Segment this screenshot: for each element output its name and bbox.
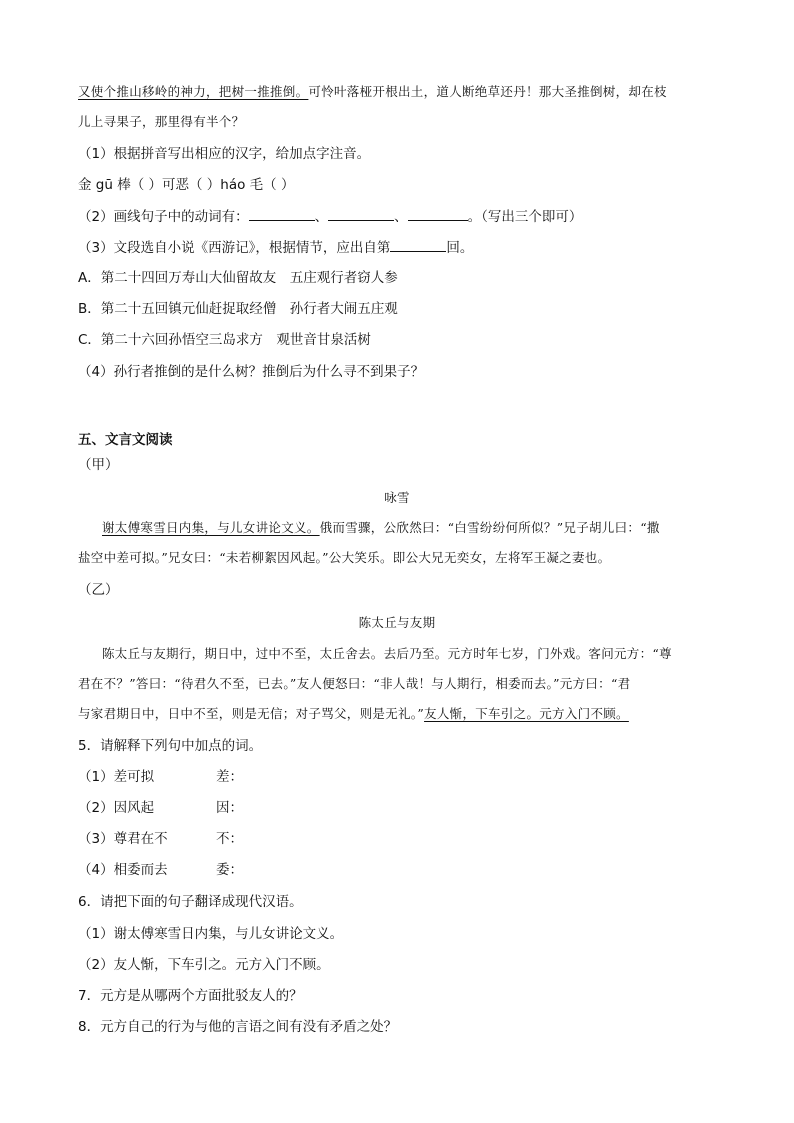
passage-label-yi: （乙） [78, 582, 119, 598]
q5-item [78, 829, 243, 849]
chentaiqiu-line2: 君在不？”答曰：“待君久不至，已去。”友人便怒曰：“非人哉！与人期行，相委而去。”元方曰：“君 [78, 676, 631, 691]
passage1-line2: 儿上寻果子，那里得有半个？ [78, 114, 245, 129]
section-heading: 五、文言文阅读 [78, 432, 173, 448]
q6-sentence-2: （2）友人惭，下车引之。元方入门不顾。 [78, 957, 330, 973]
answer-blank-chapter[interactable] [390, 237, 446, 252]
answer-blank-1[interactable] [249, 206, 315, 221]
q4-sub4: （4）孙行者推倒的是什么树？推倒后为什么寻不到果子？ [78, 364, 425, 380]
q5-item [78, 860, 243, 880]
chentaiqiu-underlined-sentence: 友人惭，下车引之。元方入门不顾。 [424, 706, 629, 721]
q5-item [78, 798, 243, 818]
q4-option-b: B．第二十五回镇元仙赶捉取经僧 孙行者大闹五庄观 [78, 301, 398, 317]
q5-item-word: 因： [216, 800, 243, 816]
yongxue-line1-text: 俄而雪骤，公欣然曰：“白雪纷纷何所似？”兄子胡儿曰：“撒 [319, 520, 660, 535]
yongxue-underlined-sentence: 谢太傅寒雪日内集，与儿女讲论文义。 [102, 520, 320, 535]
passage1-line1 [78, 82, 667, 102]
q4-sub3-suffix: 回。 [446, 240, 474, 256]
passage-title-yongxue: 咏雪 [384, 490, 410, 505]
chentaiqiu-line3-text: 与家君期日中，日中不至，则是无信；对子骂父，则是无礼。” [78, 706, 425, 721]
q5-item-word: 委： [216, 862, 243, 878]
q6-sentence-1: （1）谢太傅寒雪日内集，与儿女讲论文义。 [78, 926, 344, 942]
q4-sub2 [78, 206, 582, 227]
answer-blank-2[interactable] [328, 206, 394, 221]
q4-sub2-sep2: 、 [394, 209, 408, 225]
q5-item-word: 不： [216, 831, 243, 847]
q4-sub2-sep1: 、 [314, 209, 329, 225]
question-5: 5．请解释下列句中加点的词。 [78, 738, 263, 754]
q5-item-word: 差： [216, 769, 243, 785]
passage1-underlined-sentence: 又使个推山移岭的神力，把树一推推倒。 [78, 84, 309, 99]
q5-item-phrase: （3）尊君在不 [78, 831, 168, 847]
passage1-line1-text: 可怜叶落桠开根出土，道人断绝草还丹！那大圣推倒树，却在枝 [308, 84, 667, 99]
q4-sub1: （1）根据拼音写出相应的汉字，给加点字注音。 [78, 146, 371, 162]
q4-pinyin-line: 金 gū 棒（ ）可恶（ ）háo 毛（ ） [78, 177, 295, 193]
chentaiqiu-line3 [78, 704, 629, 724]
question-6: 6．请把下面的句子翻译成现代汉语。 [78, 894, 303, 910]
passage-title-chentaiqiu: 陈太丘与友期 [358, 615, 436, 630]
q5-item [78, 767, 243, 787]
yongxue-line1 [102, 518, 660, 538]
q4-sub3 [78, 237, 473, 258]
passage-label-jia: （甲） [78, 457, 119, 473]
answer-blank-3[interactable] [408, 206, 468, 221]
q4-sub2-prefix: （2）画线句子中的动词有： [78, 209, 249, 225]
q5-item-phrase: （2）因风起 [78, 800, 155, 816]
q4-sub2-suffix: 。（写出三个即可） [467, 209, 583, 225]
q4-sub3-prefix: （3）文段选自小说《西游记》，根据情节，应出自第 [78, 240, 391, 256]
q4-option-a: A．第二十四回万寿山大仙留故友 五庄观行者窃人参 [78, 270, 398, 286]
q4-option-c: C．第二十六回孙悟空三岛求方 观世音甘泉活树 [78, 332, 371, 348]
chentaiqiu-line1: 陈太丘与友期行，期日中，过中不至，太丘舍去。去后乃至。元方时年七岁，门外戏。客问元方：“尊 [102, 646, 672, 661]
question-8: 8．元方自己的行为与他的言语之间有没有矛盾之处？ [78, 1019, 398, 1035]
question-7: 7．元方是从哪两个方面批驳友人的？ [78, 988, 303, 1004]
yongxue-line2: 盐空中差可拟。”兄女曰：“未若柳絮因风起。”公大笑乐。即公大兄无奕女，左将军王凝之妻也。 [78, 550, 611, 565]
q5-item-phrase: （1）差可拟 [78, 769, 155, 785]
q5-item-phrase: （4）相委而去 [78, 862, 168, 878]
